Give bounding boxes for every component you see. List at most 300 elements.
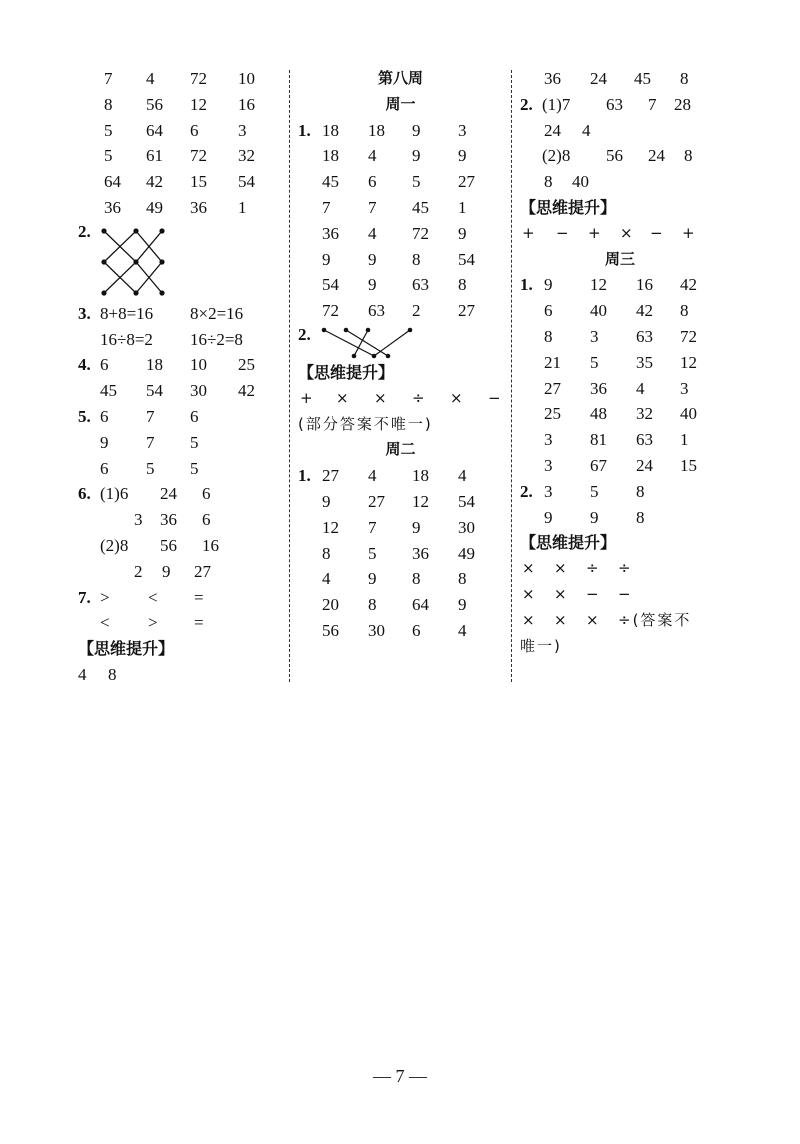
operator: +	[588, 223, 601, 242]
cell: 67	[590, 455, 607, 475]
cell: 36	[412, 543, 429, 563]
cell: 4	[636, 378, 645, 398]
thinking-ops	[520, 608, 720, 634]
operator: ×	[336, 388, 349, 407]
cell: 25	[544, 404, 561, 424]
q1-row	[298, 247, 503, 273]
cell: 24	[544, 120, 561, 140]
cell: 24	[648, 146, 665, 166]
cell: 30	[458, 517, 475, 537]
cell: 5	[190, 458, 199, 478]
cell: 10	[190, 355, 207, 375]
cell: 81	[590, 430, 607, 450]
q1-row	[520, 272, 720, 298]
cell: 6	[544, 301, 553, 321]
note: (部分答案不唯一)	[298, 414, 433, 433]
cell: 9	[458, 223, 467, 243]
cell: 48	[590, 404, 607, 424]
matching-diagram	[318, 326, 418, 360]
sub-part: (2)8	[542, 146, 571, 166]
cell: 18	[322, 146, 339, 166]
operator: ×	[522, 610, 537, 629]
q1-row	[298, 592, 503, 618]
cell: 54	[238, 172, 255, 192]
cell: >	[148, 613, 158, 633]
q1-row	[78, 92, 283, 118]
cell: 56	[322, 620, 339, 640]
q2-row	[520, 118, 720, 144]
cell: 24	[590, 69, 607, 88]
day-title	[520, 247, 720, 273]
week-title	[298, 66, 503, 92]
q2-row	[520, 479, 720, 505]
cell: 5	[368, 543, 377, 563]
cell: 5	[590, 481, 599, 501]
question-number: 3.	[78, 303, 91, 323]
q1-row	[520, 427, 720, 453]
cell: 9	[368, 249, 377, 269]
answer-column-2	[298, 66, 503, 644]
q1-row	[520, 324, 720, 350]
column-divider	[511, 70, 512, 682]
q1-row	[298, 618, 503, 644]
cell: 54	[146, 381, 163, 401]
cell: 9	[322, 491, 331, 511]
heading: 周三	[604, 249, 635, 268]
operator: −	[650, 223, 663, 242]
cell: 36	[190, 197, 207, 217]
cell: 6	[412, 620, 421, 640]
cell: 9	[544, 507, 553, 527]
cell: 18	[322, 120, 339, 140]
cell: 45	[322, 172, 339, 192]
cell: 6	[100, 406, 109, 426]
cell: 49	[146, 197, 163, 217]
cell: 9	[458, 146, 467, 166]
operator: ×	[620, 223, 633, 242]
question-number: 7.	[78, 587, 91, 607]
section-heading: 【思维提升】	[520, 197, 617, 217]
operator: −	[618, 584, 631, 603]
cell: 25	[238, 355, 255, 375]
cell: 28	[674, 94, 691, 114]
cell: 8	[680, 301, 689, 321]
cell: 3	[590, 326, 599, 346]
cell: 8	[544, 172, 553, 192]
cell: 27	[458, 172, 475, 192]
cell: <	[148, 587, 158, 607]
cell: 9	[458, 595, 467, 615]
cell: 5	[590, 352, 599, 372]
cell: 8	[368, 595, 377, 615]
operator: ÷(答案不	[618, 610, 692, 629]
cell: 56	[606, 146, 623, 166]
cell: 2	[134, 561, 143, 581]
q6-row	[78, 507, 283, 533]
cell: 63	[636, 326, 653, 346]
cell: 72	[680, 326, 697, 346]
cell: 8	[636, 507, 645, 527]
cell: =	[194, 587, 204, 607]
operator: ÷	[412, 388, 425, 407]
cell: 9	[100, 432, 109, 452]
cell: 72	[190, 146, 207, 166]
cell: 54	[458, 491, 475, 511]
question-number: 4.	[78, 355, 91, 375]
q6-row	[78, 559, 283, 585]
cell: 36	[104, 197, 121, 217]
cell: 32	[636, 404, 653, 424]
q1-row	[298, 515, 503, 541]
cell: 6	[368, 172, 377, 192]
cell: 72	[190, 69, 207, 88]
answer-column-3	[520, 66, 720, 659]
cell: 27	[368, 491, 385, 511]
cell: 3	[238, 120, 247, 140]
cell: 63	[636, 430, 653, 450]
q2-row	[520, 505, 720, 531]
cell: 4	[458, 620, 467, 640]
cell: 8	[412, 569, 421, 589]
cell: 5	[104, 146, 113, 166]
q5-row	[78, 456, 283, 482]
q1-row	[298, 169, 503, 195]
cell: 3	[458, 120, 467, 140]
cell: 12	[412, 491, 429, 511]
q1-row	[78, 169, 283, 195]
cell: 45	[634, 69, 651, 88]
cell: 63	[412, 275, 429, 295]
q1-row	[520, 401, 720, 427]
cell: 4	[78, 664, 87, 684]
q1-row	[298, 272, 503, 298]
cell: 7	[368, 197, 377, 217]
q2-row	[520, 92, 720, 118]
cell: 9	[544, 275, 553, 295]
q1-row	[298, 195, 503, 221]
operator: ×	[554, 559, 567, 578]
cell: 54	[322, 275, 339, 295]
q1-row	[298, 566, 503, 592]
operator: +	[300, 388, 313, 407]
cell: 27	[194, 561, 211, 581]
cell: 3	[544, 430, 553, 450]
cell: 45	[412, 197, 429, 217]
question-number: 5.	[78, 406, 91, 426]
cell: 63	[368, 301, 385, 321]
q5-row	[78, 404, 283, 430]
q1-row	[298, 118, 503, 144]
answer-column-1	[78, 66, 283, 688]
cell: 8	[680, 69, 689, 88]
cell: 15	[190, 172, 207, 192]
cell: 9	[368, 569, 377, 589]
cell: 16	[202, 535, 219, 555]
cell: 9	[162, 561, 171, 581]
cell: 16	[636, 275, 653, 295]
cell: 56	[146, 94, 163, 114]
question-number: 2.	[298, 324, 311, 344]
cell: 9	[322, 249, 331, 269]
cell: 18	[412, 466, 429, 486]
cell: 7	[146, 406, 155, 426]
q2-matching	[298, 324, 503, 360]
q3-row	[78, 301, 283, 327]
equation: 8×2=16	[190, 303, 244, 323]
cell: 12	[322, 517, 339, 537]
question-number: 1.	[298, 466, 311, 486]
cell: 4	[368, 466, 377, 486]
page-number: — 7 —	[373, 1066, 427, 1086]
cell: 5	[190, 432, 199, 452]
question-number: 2.	[520, 94, 533, 114]
cell: 5	[412, 172, 421, 192]
cell: 63	[606, 94, 623, 114]
equation: 16÷2=8	[190, 329, 243, 349]
operator: +	[522, 223, 535, 242]
cell: 42	[146, 172, 163, 192]
cell: 16	[238, 94, 255, 114]
cell: 15	[680, 455, 697, 475]
q2-row	[520, 143, 720, 169]
cell: 8	[322, 543, 331, 563]
section-heading: 【思维提升】	[298, 362, 395, 382]
cell: 4	[582, 120, 591, 140]
cell: 61	[146, 146, 163, 166]
cell: 5	[146, 458, 155, 478]
operator: ×	[554, 610, 569, 629]
cell: 20	[322, 595, 339, 615]
cell: 6	[202, 484, 211, 504]
cell: 9	[590, 507, 599, 527]
q5-row	[78, 430, 283, 456]
operator: ×	[554, 584, 567, 603]
sub-part: (1)6	[100, 484, 129, 504]
q6-row	[78, 533, 283, 559]
operator: ÷	[618, 559, 631, 578]
cell: 40	[572, 172, 589, 192]
q7-row	[78, 585, 283, 611]
cell: 54	[458, 249, 475, 269]
thinking-note	[520, 634, 720, 660]
q1-row	[78, 143, 283, 169]
cell: 64	[412, 595, 429, 615]
heading: 第八周	[377, 69, 423, 87]
thinking-title	[520, 530, 720, 556]
q3-row	[78, 327, 283, 353]
cell: 6	[190, 406, 199, 426]
cell: 45	[100, 381, 117, 401]
operator: ×	[522, 559, 535, 578]
heading: 周一	[385, 94, 416, 113]
cell: 40	[590, 301, 607, 321]
cell: 72	[412, 223, 429, 243]
question-number: 1.	[520, 275, 533, 295]
operator: ×	[450, 388, 463, 407]
cell: 4	[368, 146, 377, 166]
cell: 32	[238, 146, 255, 166]
cell: 5	[104, 120, 113, 140]
cell: 8	[108, 664, 117, 684]
cell: 3	[134, 510, 143, 530]
cell: 12	[680, 352, 697, 372]
q1-row	[520, 350, 720, 376]
q1-row	[78, 118, 283, 144]
cell: 42	[680, 275, 697, 295]
thinking-title	[78, 636, 283, 662]
q1-row	[520, 376, 720, 402]
cell: 9	[368, 275, 377, 295]
q6-row	[78, 481, 283, 507]
cell: 9	[412, 517, 421, 537]
cell: 7	[146, 432, 155, 452]
cell: 7	[648, 94, 657, 114]
sub-part: (1)7	[542, 94, 571, 114]
cell: 49	[458, 543, 475, 563]
cell: =	[194, 613, 204, 633]
matching-diagram	[98, 225, 168, 297]
operator: ×	[522, 584, 535, 603]
column-divider	[289, 70, 290, 682]
section-heading: 【思维提升】	[520, 533, 617, 553]
cell: 2	[412, 301, 421, 321]
operator: ×	[374, 388, 387, 407]
cell: 4	[146, 69, 155, 88]
cell: 36	[322, 223, 339, 243]
question-number: 2.	[78, 221, 91, 241]
question-number: 2.	[520, 481, 533, 501]
cell: 3	[544, 455, 553, 475]
cell: 6	[202, 510, 211, 530]
operator: −	[586, 584, 599, 603]
cell: 8	[458, 569, 467, 589]
thinking-answer	[78, 662, 283, 688]
cell: 8	[104, 94, 113, 114]
q1-row	[78, 66, 283, 92]
q1-row	[520, 298, 720, 324]
cell: 7	[104, 69, 113, 88]
equation: 16÷8=2	[100, 329, 153, 349]
q2-matching	[78, 221, 283, 301]
operator: ÷	[586, 559, 599, 578]
cell: 18	[368, 120, 385, 140]
thinking-ops	[520, 582, 720, 608]
cell: 10	[238, 69, 255, 88]
cell: 18	[146, 355, 163, 375]
cell: 36	[160, 510, 177, 530]
cell: 3	[680, 378, 689, 398]
q1-row	[298, 541, 503, 567]
cell: 8	[412, 249, 421, 269]
sub-part: (2)8	[100, 535, 129, 555]
thinking-ops	[520, 221, 720, 247]
cell: 7	[368, 517, 377, 537]
q2-row	[520, 169, 720, 195]
cell: 4	[458, 466, 467, 486]
cell: 64	[104, 172, 121, 192]
heading: 周二	[385, 440, 416, 459]
cell: >	[100, 587, 110, 607]
cell: 6	[190, 120, 199, 140]
q1-row	[298, 221, 503, 247]
operator: ×	[586, 610, 601, 629]
cell: 1	[680, 430, 689, 450]
cell: 1	[238, 197, 247, 217]
cell: 9	[412, 120, 421, 140]
question-number: 1.	[298, 120, 311, 140]
thinking-ops	[298, 386, 503, 412]
cell: 56	[160, 535, 177, 555]
cell: 12	[190, 94, 207, 114]
q1-row	[298, 463, 503, 489]
q1-row	[298, 298, 503, 324]
cell: 42	[636, 301, 653, 321]
cell: 72	[322, 301, 339, 321]
q1-row	[298, 143, 503, 169]
cell: 35	[636, 352, 653, 372]
question-number: 6.	[78, 484, 91, 504]
cell: 27	[322, 466, 339, 486]
cell: 9	[412, 146, 421, 166]
cell: 7	[322, 197, 331, 217]
thinking-title	[520, 195, 720, 221]
operator: −	[556, 223, 569, 242]
q4-row	[78, 378, 283, 404]
cell: 24	[636, 455, 653, 475]
cell: 1	[458, 197, 467, 217]
thinking-note	[298, 412, 503, 438]
thinking-ops	[520, 556, 720, 582]
cell: 36	[544, 69, 561, 88]
q4-row	[78, 352, 283, 378]
cell: 4	[368, 223, 377, 243]
cell: 4	[322, 569, 331, 589]
day-title	[298, 437, 503, 463]
cell: 8	[544, 326, 553, 346]
cell: 40	[680, 404, 697, 424]
cell: 27	[458, 301, 475, 321]
q1-row	[298, 489, 503, 515]
q7-row	[78, 610, 283, 636]
day-title	[298, 92, 503, 118]
note: 唯一)	[520, 636, 562, 655]
cell: 36	[590, 378, 607, 398]
thinking-title	[298, 360, 503, 386]
cell: 30	[190, 381, 207, 401]
cell: 6	[100, 458, 109, 478]
cell: 8	[684, 146, 693, 166]
cell: 64	[146, 120, 163, 140]
cell: 42	[238, 381, 255, 401]
cell: 30	[368, 620, 385, 640]
cell: 6	[100, 355, 109, 375]
q1-row	[78, 195, 283, 221]
cell: 8	[636, 481, 645, 501]
operator: −	[488, 388, 501, 407]
equation: 8+8=16	[100, 303, 154, 323]
section-heading: 【思维提升】	[78, 639, 175, 659]
q1-row	[520, 453, 720, 479]
cell: 27	[544, 378, 561, 398]
continued-row	[520, 66, 720, 92]
cell: <	[100, 613, 110, 633]
cell: 3	[544, 481, 553, 501]
operator: +	[682, 223, 695, 242]
cell: 12	[590, 275, 607, 295]
cell: 21	[544, 352, 561, 372]
cell: 8	[458, 275, 467, 295]
cell: 24	[160, 484, 177, 504]
